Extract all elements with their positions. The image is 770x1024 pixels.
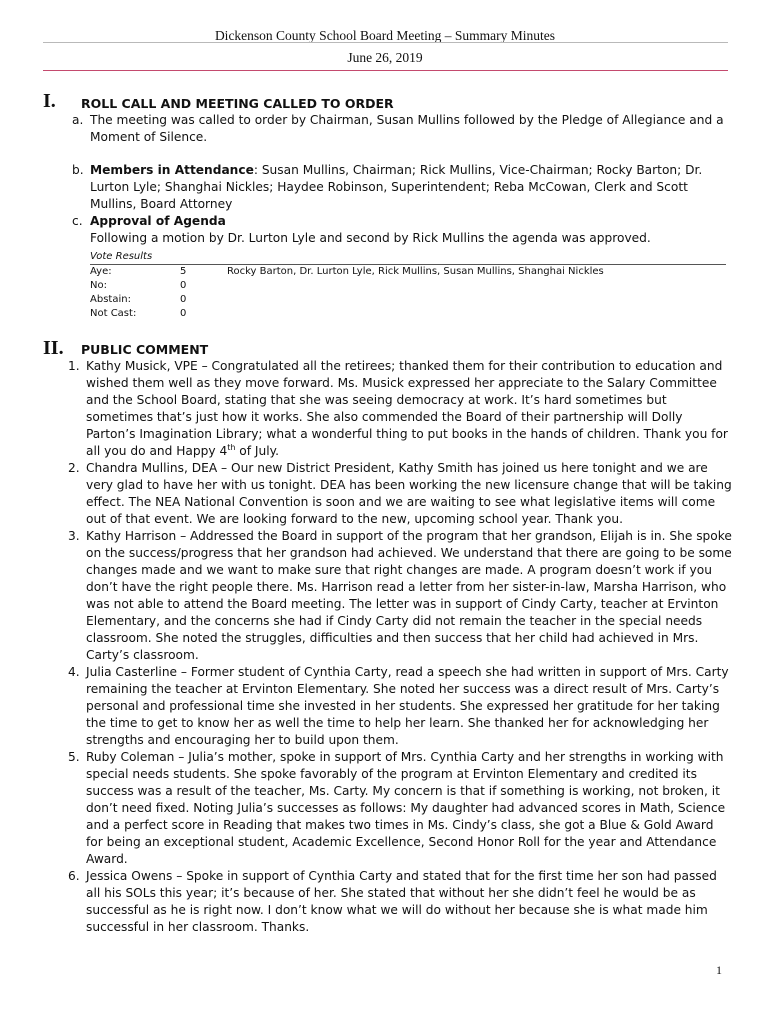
- header-divider: [43, 42, 728, 43]
- comment-text: Kathy Harrison – Addressed the Board in support of the program that her grandson, Elijah is in. She spoke on the success/progress that her grandson had achieved. We understand that there are going to be some changes made and we want to make sure that right changes are made. A program doesn’t work if you don’t have the right people there. Ms. Harrison read a letter from her sister-in-law, Marsha Harrison, who was not able to attend the Board meeting. The letter was in support of Cindy Carty, teacher at Ervinton Elementary, and the concerns she had if Cindy Carty did not remain the teacher in the special needs classroom. She noted the struggles, difficulties and then success that her child had achieved in Mrs. Carty’s classroom.: [86, 529, 732, 662]
- vote-results-table: [90, 250, 726, 321]
- vote-row-not-cast: [90, 307, 726, 321]
- comment-number: 6.: [68, 869, 80, 883]
- comment-number: 5.: [68, 750, 80, 764]
- vote-key: Abstain:: [90, 294, 131, 305]
- comment-number: 4.: [68, 665, 80, 679]
- vote-count: 0: [180, 308, 187, 319]
- vote-results-header: Vote Results: [90, 250, 726, 265]
- item-c-label: c.: [72, 214, 83, 228]
- section-2-number: II.: [43, 337, 64, 359]
- vote-key: Not Cast:: [90, 308, 137, 319]
- vote-key: Aye:: [90, 266, 112, 277]
- section-1-title: ROLL CALL AND MEETING CALLED TO ORDER: [81, 96, 394, 111]
- item-b-label: b.: [72, 163, 84, 177]
- public-comment-list: [68, 358, 732, 936]
- comment-item-3: [68, 528, 732, 664]
- comment-text: Jessica Owens – Spoke in support of Cynthia Carty and stated that for the first time her son had passed all his SOLs this year; it’s because of her. She stated that without her she didn’t feel he would be as successful as he is right now. I don’t know what we will do without her because she is what made him successful in her classroom. Thanks.: [86, 869, 717, 934]
- superscript: th: [227, 442, 236, 452]
- item-b: [72, 162, 732, 213]
- meeting-date: June 26, 2019: [347, 50, 423, 65]
- document-title: Dickenson County School Board Meeting – Summary Minutes: [214, 28, 556, 43]
- item-c: [72, 213, 732, 247]
- vote-count: 5: [180, 266, 187, 277]
- comment-text: Chandra Mullins, DEA – Our new District President, Kathy Smith has joined us here tonight and we are very glad to have her with us tonight. DEA has been working the new licensure change that will be taking effect. The NEA National Convention is soon and we are waiting to see what legislative items will come out of that event. We are looking forward to the new, upcoming school year. Thank you.: [86, 461, 732, 526]
- members-list: : Susan Mullins, Chairman; Rick Mullins, Vice-Chairman; Rocky Barton; Dr. Lurton Lyle; Shanghai Nickles; Haydee Robinson, Superintendent; Reba McCowan, Clerk and Scott Mullins, Board Attorney: [90, 163, 703, 211]
- comment-text: Kathy Musick, VPE – Congratulated all the retirees; thanked them for their contribution to education and wished them well as they move forward. Ms. Musick expressed her appreciate to the Salary Committee and the School Board, stating that she was seeing democracy at work. It’s hard sometimes but sometimes that’s just how it works. She also commended the Board of their partnership will Dolly Parton’s Imagination Library; what a wonderful thing to put books in the hands of children. Thank you for all you do and Happy 4: [86, 359, 728, 458]
- comment-text: Ruby Coleman – Julia’s mother, spoke in support of Mrs. Cynthia Carty and her strengths in working with special needs students. She spoke favorably of the program at Ervinton Elementary and credited its success was a result of the teacher, Ms. Carty. My concern is that if something is working, not broken, it don’t need fixed. Noting Julia’s successes as follows: My daughter had advanced scores in Math, Science and a perfect score in Reading that makes two times in Ms. Cindy’s class, she got a Blue & Gold Award for being an exceptional student, Academic Excellence, Second Honor Roll for the year and Attendance Award.: [86, 750, 726, 866]
- comment-item-4: [68, 664, 732, 749]
- vote-row-abstain: [90, 293, 726, 307]
- item-a-label: a.: [72, 113, 84, 127]
- comment-number: 3.: [68, 529, 80, 543]
- members-heading: Members in Attendance: [90, 163, 254, 177]
- vote-count: 0: [180, 280, 187, 291]
- vote-names: Rocky Barton, Dr. Lurton Lyle, Rick Mullins, Susan Mullins, Shanghai Nickles: [227, 266, 604, 277]
- section-1-number: I.: [43, 90, 56, 112]
- page-number: 1: [716, 963, 722, 977]
- comment-item-6: [68, 868, 732, 936]
- header-accent-divider: [43, 70, 728, 71]
- section-1-items: [72, 112, 732, 247]
- vote-row-no: [90, 279, 726, 293]
- vote-count: 0: [180, 294, 187, 305]
- item-a: [72, 112, 732, 146]
- comment-number: 1.: [68, 359, 80, 373]
- vote-row-aye: [90, 265, 726, 279]
- comment-item-5: [68, 749, 732, 868]
- section-2-title: PUBLIC COMMENT: [81, 342, 209, 357]
- comment-number: 2.: [68, 461, 80, 475]
- item-a-text: The meeting was called to order by Chairman, Susan Mullins followed by the Pledge of Allegiance and a Moment of Silence.: [90, 113, 724, 144]
- vote-key: No:: [90, 280, 107, 291]
- comment-text-tail: of July.: [235, 444, 279, 458]
- agenda-heading: Approval of Agenda: [90, 214, 226, 228]
- comment-text: Julia Casterline – Former student of Cynthia Carty, read a speech she had written in support of Mrs. Carty remaining the teacher at Ervinton Elementary. She noted her success was a direct result of Mrs. Carty’s personal and professional time she invested in her students. She expressed her gratitude for her taking the time to get to know her as well the time to help her learn. She thanked her for acknowledging her strengths and encouraging her to build upon them.: [86, 665, 729, 747]
- agenda-text: Following a motion by Dr. Lurton Lyle and second by Rick Mullins the agenda was approved.: [90, 231, 651, 245]
- comment-item-1: [68, 358, 732, 460]
- comment-item-2: [68, 460, 732, 528]
